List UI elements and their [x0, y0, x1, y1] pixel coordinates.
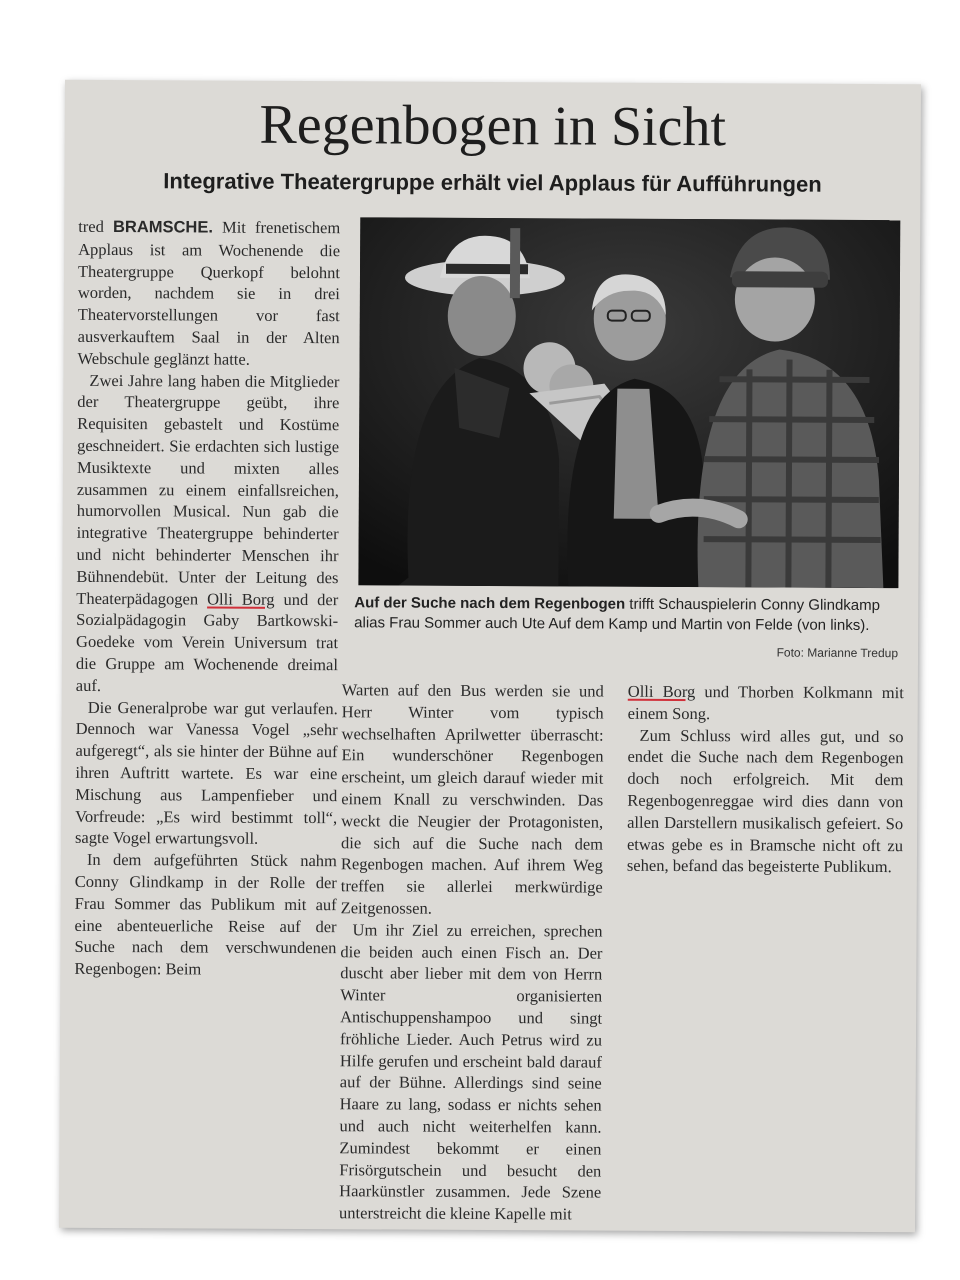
paragraph-6-end [628, 681, 904, 726]
article-subheadline: Integrative Theatergruppe erhält viel Applaus für Aufführungen [163, 168, 822, 197]
paragraph-2-continued: und der Sozialpädagogin Gaby Bartkowski-Goedeke vom Verein Universum trat die Gruppe am Wochenende dreimal auf. [75, 589, 339, 695]
paragraph-3: Die Generalprobe war gut verlaufen. Dennoch war Vanessa Vogel „sehr aufgeregt“, als sie hinter der Bühne auf ihren Auftritt wartete. Es war eine Mischung aus Lampenfieber und Vorfreude: „Es wird bestimmt toll“, sagte Vogel erwartungsvoll. [74, 697, 338, 849]
photo-credit: Foto: Marianne Tredup [776, 645, 899, 661]
article-photo [358, 217, 900, 588]
highlighted-name-olli-borg: Olli Borg [207, 589, 275, 609]
paragraph-intro [77, 216, 340, 371]
paragraph-5: Warten auf den Bus werden sie und Herr Winter vom typisch wechselhaften Aprilwetter überrascht: Ein wunderschöner Regenbogen erscheint, um gleich darauf wieder mit einem Knall zu verschwinden. Das weckt die Neugier der Protagonisten, die sich auf die Suche nach dem Regenbogen machen. Auf ihrem Weg treffen sie allerlei merkwürdige Zeitgenossen. [340, 680, 604, 918]
caption-text: trifft Schauspielerin Conny Glindkamp alias Frau Sommer auch Ute Auf dem Kamp und Martin von Felde (von links). [354, 595, 881, 634]
highlighted-name-olli-borg-2: Olli Borg [627, 681, 696, 702]
article-column-2 [339, 679, 604, 1225]
photo-caption [354, 593, 902, 636]
paragraph-2 [76, 369, 340, 697]
paragraph-1-text: Mit frenetischem Applaus ist am Wochenende die Theatergruppe Querkopf belohnt worden, nachdem sie in drei Theatervorstellungen vor fast ausverkauftem Saal in der Alten Webschule geglänzt hatte. [77, 217, 341, 369]
paragraph-6-continued: und Thorben Kolkmann mit einem Song. [627, 682, 904, 723]
paragraph-2-text: Zwei Jahre lang haben die Mitglieder der Theatergruppe geübt, ihre Requisiten gebastelt und Kostüme geschneidert. Sie erdachten sich lustige Musiktexte und mixten alles zusammen zu einem einfallsreichen, humorvollen Musical. Nun gab die integrative Theatergruppe behinderter und nicht behinderter Menschen ihr Bühnendebüt. Unter der Leitung des Theaterpädagogen [76, 370, 340, 609]
dateline: BRAMSCHE. [112, 218, 213, 237]
article-column-3 [627, 681, 904, 879]
paragraph-7: Zum Schluss wird alles gut, und so endet die Suche nach dem Regenbogen doch noch erfolgreich. Mit dem Regenbogenreggae wird dies dann von allen Darstellern musikalisch gefeiert. So etwas gebe es in Bramsche nicht oft zu sehen, befand das begeisterte Publikum. [626, 725, 904, 877]
article-column-1 [74, 216, 340, 981]
paragraph-6: Um ihr Ziel zu erreichen, sprechen die beiden auch einen Fisch an. Der duscht aber lieber mit dem von Herrn Winter organisierten Antischuppenshampoo und singt fröhliche Lieder. Auch Petrus wird zu Hilfe gerufen und erscheint bald darauf auf der Bühne. Allerdings sind seine Haare zu lang, sodass er nichts sehen und auch nicht weiterhelfen kann. Zumindest bekommt er einen Frisörgutschein und besucht den Haarkünstler zusammen. Jede Szene unterstreicht die kleine Kapelle mit [339, 920, 603, 1224]
paragraph-4: In dem aufgeführten Stück nahm Conny Glindkamp in der Rolle der Frau Sommer das Publikum mit auf eine abenteuerliche Reise auf der Suche nach dem verschwundenen Regenbogen: Beim [74, 850, 337, 979]
caption-lead: Auf der Suche nach dem Regenbogen [354, 594, 626, 613]
author-tag: tred [78, 216, 104, 236]
article-headline: Regenbogen in Sicht [259, 93, 727, 159]
newspaper-clipping [59, 80, 921, 1232]
